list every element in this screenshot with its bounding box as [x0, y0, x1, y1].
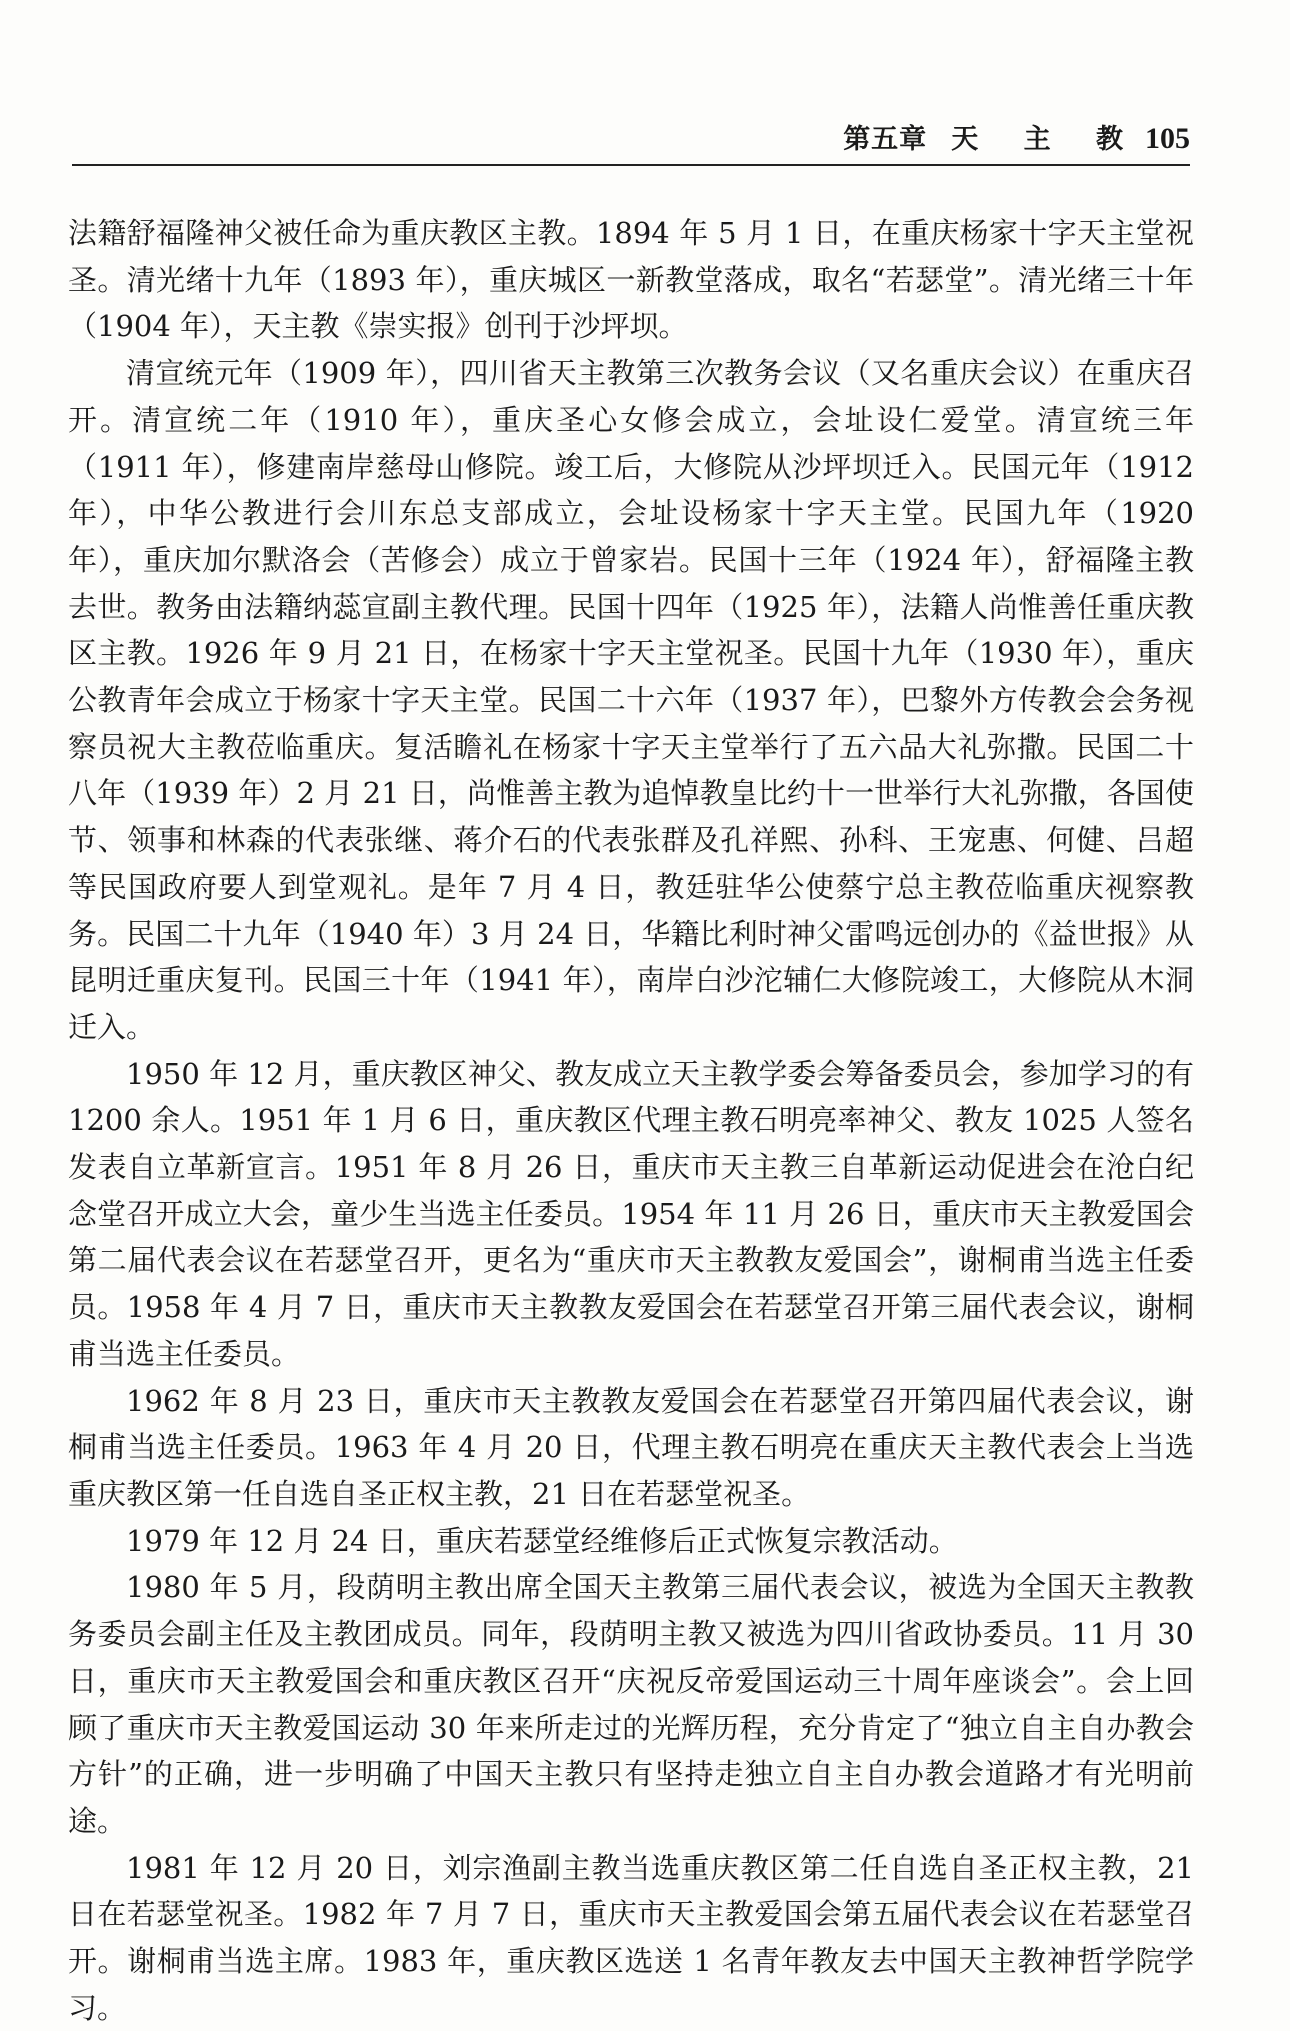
paragraph: 1979 年 12 月 24 日，重庆若瑟堂经维修后正式恢复宗教活动。 [126, 1523, 958, 1558]
page-number: 105 [1145, 122, 1190, 155]
paragraph: 法籍舒福隆神父被任命为重庆教区主教。1894 年 5 月 1 日，在重庆杨家十字天主堂祝圣。清光绪十九年（1893 年），重庆城区一新教堂落成，取名“若瑟堂”。清光绪三十年（1904 年），天主教《崇实报》创刊于沙坪坝。 [68, 216, 1194, 344]
running-header [72, 118, 1190, 166]
paragraph: 1981 年 12 月 20 日，刘宗渔副主教当选重庆教区第二任自选自圣正权主教，21 日在若瑟堂祝圣。1982 年 7 月 7 日，重庆市天主教爱国会第五届代表会议在若瑟堂召开。谢桐甫当选主席。1983 年，重庆教区选送 1 名青年教友去中国天主教神哲学院学习。 [68, 1850, 1194, 2025]
chapter-label: 第五章 [843, 124, 928, 155]
paragraph: 1980 年 5 月，段荫明主教出席全国天主教第三届代表会议，被选为全国天主教教务委员会副主任及主教团成员。同年，段荫明主教又被选为四川省政协委员。11 月 30 日，重庆市天主教爱国会和重庆教区召开“庆祝反帝爱国运动三十周年座谈会”。会上回顾了重庆市天主教爱国运动 30 年来所走过的光辉历程，充分肯定了“独立自主自办教会方针”的正确，进一步明确了中国天主教只有坚持走独立自主自办教会道路才有光明前途。 [68, 1570, 1194, 1838]
paragraph: 1950 年 12 月，重庆教区神父、教友成立天主教学委会筹备委员会，参加学习的有 1200 余人。1951 年 1 月 6 日，重庆教区代理主教石明亮率神父、教友 1025 人签名发表自立革新宣言。1951 年 8 月 26 日，重庆市天主教三自革新运动促进会在沧白纪念堂召开成立大会，童少生当选主任委员。1954 年 11 月 26 日，重庆市天主教爱国会第二届代表会议在若瑟堂召开，更名为“重庆市天主教教友爱国会”，谢桐甫当选主任委员。1958 年 4 月 7 日，重庆市天主教教友爱国会在若瑟堂召开第三届代表会议，谢桐甫当选主任委员。 [68, 1056, 1194, 1371]
body-text [68, 210, 1194, 2031]
paragraph: 清宣统元年（1909 年），四川省天主教第三次教务会议（又名重庆会议）在重庆召开。清宣统二年（1910 年），重庆圣心女修会成立，会址设仁爱堂。清宣统三年（1911 年），修建南岸慈母山修院。竣工后，大修院从沙坪坝迁入。民国元年（1912 年），中华公教进行会川东总支部成立，会址设杨家十字天主堂。民国九年（1920 年），重庆加尔默洛会（苦修会）成立于曾家岩。民国十三年（1924 年），舒福隆主教去世。教务由法籍纳蕊宣副主教代理。民国十四年（1925 年），法籍人尚惟善任重庆教区主教。1926 年 9 月 21 日，在杨家十字天主堂祝圣。民国十九年（1930 年），重庆公教青年会成立于杨家十字天主堂。民国二十六年（1937 年），巴黎外方传教会会务视察员祝大主教莅临重庆。复活瞻礼在杨家十字天主堂举行了五六品大礼弥撒。民国二十八年（1939 年）2 月 21 日，尚惟善主教为追悼教皇比约十一世举行大礼弥撒，各国使节、领事和林森的代表张继、蒋介石的代表张群及孔祥熙、孙科、王宠惠、何健、吕超等民国政府要人到堂观礼。是年 7 月 4 日，教廷驻华公使蔡宁总主教莅临重庆视察教务。民国二十九年（1940 年）3 月 24 日，华籍比利时神父雷鸣远创办的《益世报》从昆明迁重庆复刊。民国三十年（1941 年），南岸白沙沱辅仁大修院竣工，大修院从木洞迁入。 [68, 356, 1194, 1044]
paragraph: 1962 年 8 月 23 日，重庆市天主教教友爱国会在若瑟堂召开第四届代表会议，谢桐甫当选主任委员。1963 年 4 月 20 日，代理主教石明亮在重庆天主教代表会上当选重庆教区第一任自选自圣正权主教，21 日在若瑟堂祝圣。 [68, 1383, 1194, 1511]
chapter-title: 天 主 教 [951, 124, 1141, 155]
